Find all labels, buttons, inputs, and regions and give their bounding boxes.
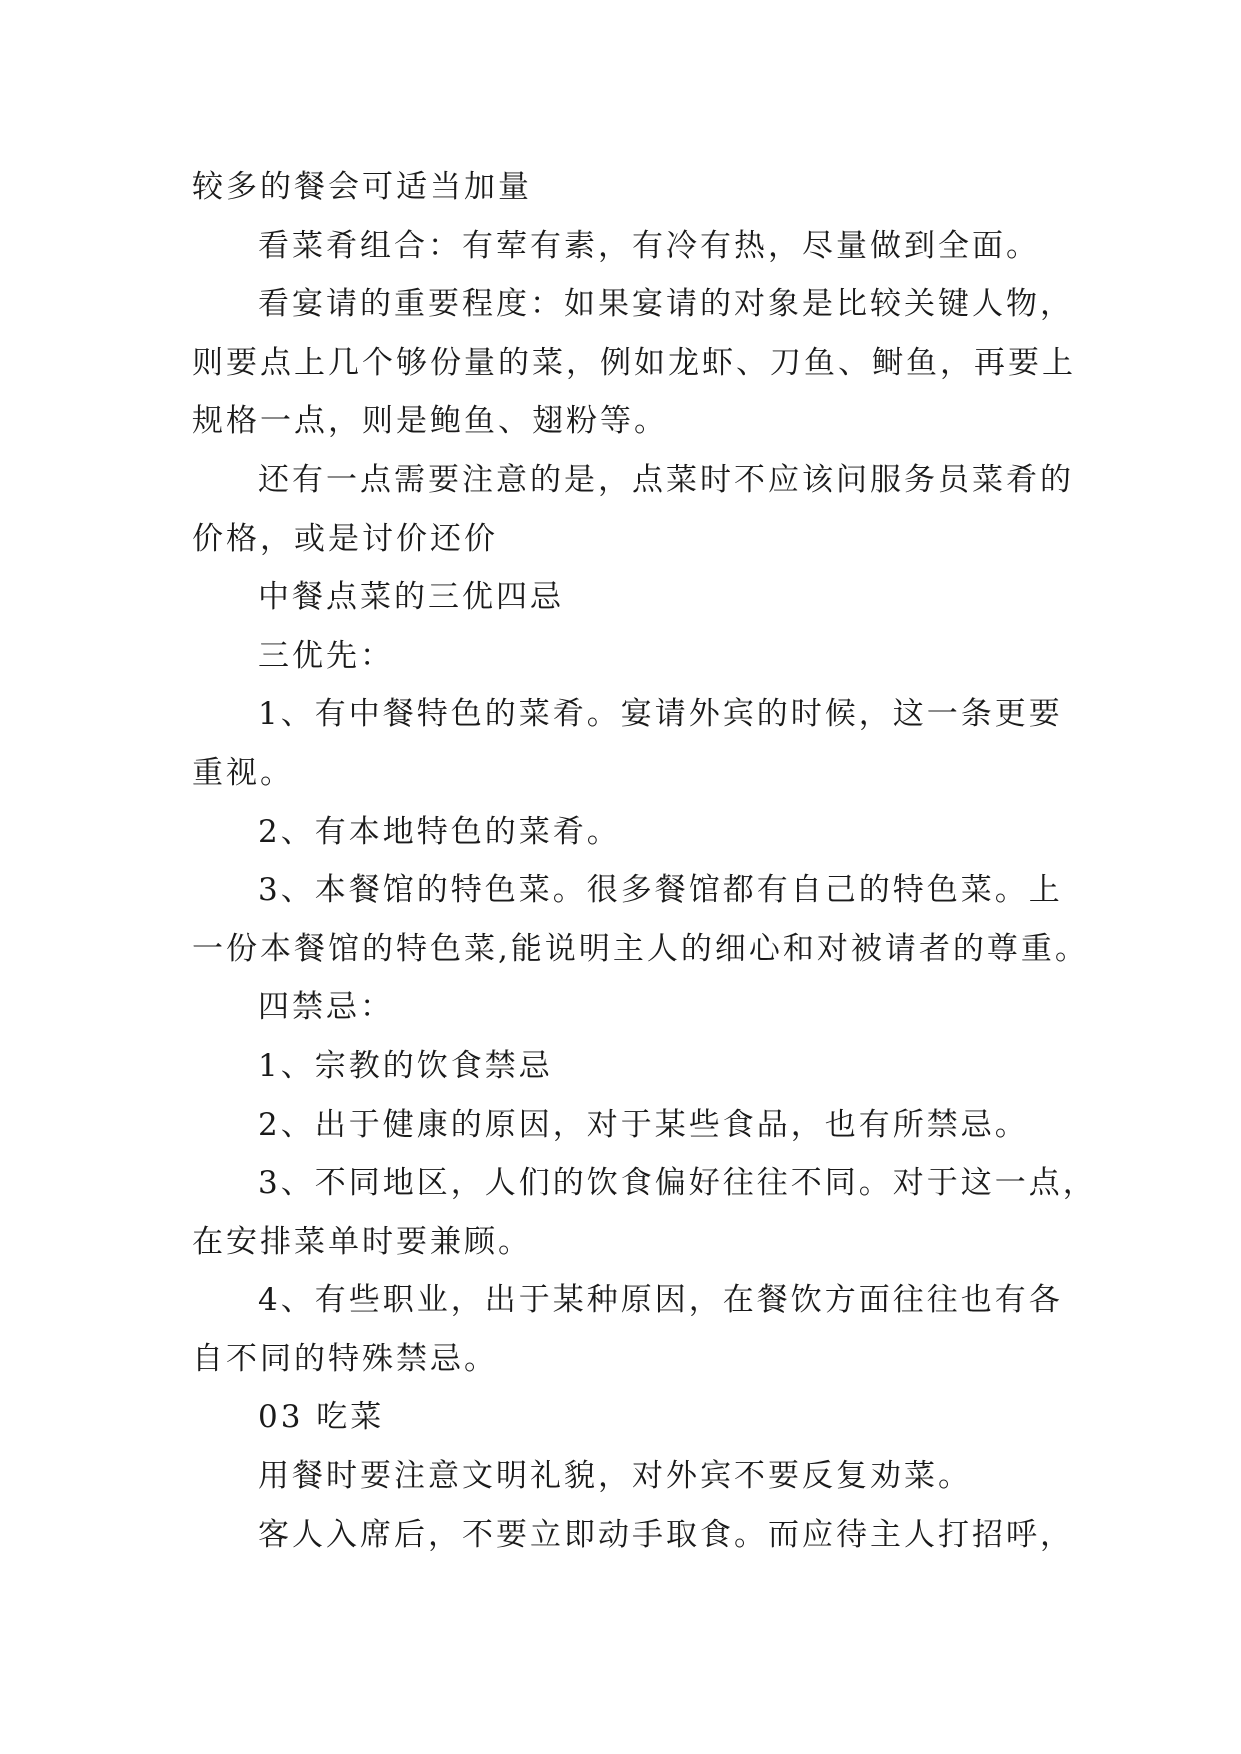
- text-line: 还有一点需要注意的是，点菜时不应该问服务员菜肴的: [258, 461, 1074, 498]
- text-line: 则要点上几个够份量的菜，例如龙虾、刀鱼、鲥鱼，再要上: [192, 344, 1076, 381]
- text-line: 1、有中餐特色的菜肴。宴请外宾的时候，这一条更要: [258, 696, 1063, 733]
- text-line: 价格，或是讨价还价: [192, 520, 498, 557]
- text-line: 三优先：: [258, 637, 394, 674]
- text-line: 3、本餐馆的特色菜。很多餐馆都有自己的特色菜。上: [258, 872, 1063, 909]
- text-line: 看宴请的重要程度：如果宴请的对象是比较关键人物，: [258, 286, 1074, 323]
- text-line: 看菜肴组合：有荤有素，有冷有热，尽量做到全面。: [258, 227, 1040, 264]
- text-line: 3、不同地区，人们的饮食偏好往往不同。对于这一点，: [258, 1165, 1097, 1202]
- document-body: [192, 158, 1097, 1564]
- text-line: 重视。: [192, 754, 294, 791]
- text-line: 客人入席后，不要立即动手取食。而应待主人打招呼，: [258, 1516, 1074, 1553]
- text-line: 用餐时要注意文明礼貌，对外宾不要反复劝菜。: [258, 1458, 972, 1495]
- text-line: 2、有本地特色的菜肴。: [258, 813, 621, 850]
- text-line: 4、有些职业，出于某种原因，在餐饮方面往往也有各: [258, 1282, 1063, 1319]
- text-line: 一份本餐馆的特色菜,能说明主人的细心和对被请者的尊重。: [192, 930, 1089, 967]
- text-line: 2、出于健康的原因，对于某些食品，也有所禁忌。: [258, 1106, 1029, 1143]
- text-line: 在安排菜单时要兼顾。: [192, 1223, 532, 1260]
- text-line: 1、宗教的饮食禁忌: [258, 1047, 553, 1084]
- text-line: 规格一点，则是鲍鱼、翅粉等。: [192, 403, 668, 440]
- text-line: 四禁忌：: [258, 989, 394, 1026]
- text-line: 03 吃菜: [258, 1399, 385, 1436]
- text-line: 较多的餐会可适当加量: [192, 169, 532, 205]
- text-line: 自不同的特殊禁忌。: [192, 1340, 498, 1377]
- text-line: 中餐点菜的三优四忌: [258, 579, 564, 616]
